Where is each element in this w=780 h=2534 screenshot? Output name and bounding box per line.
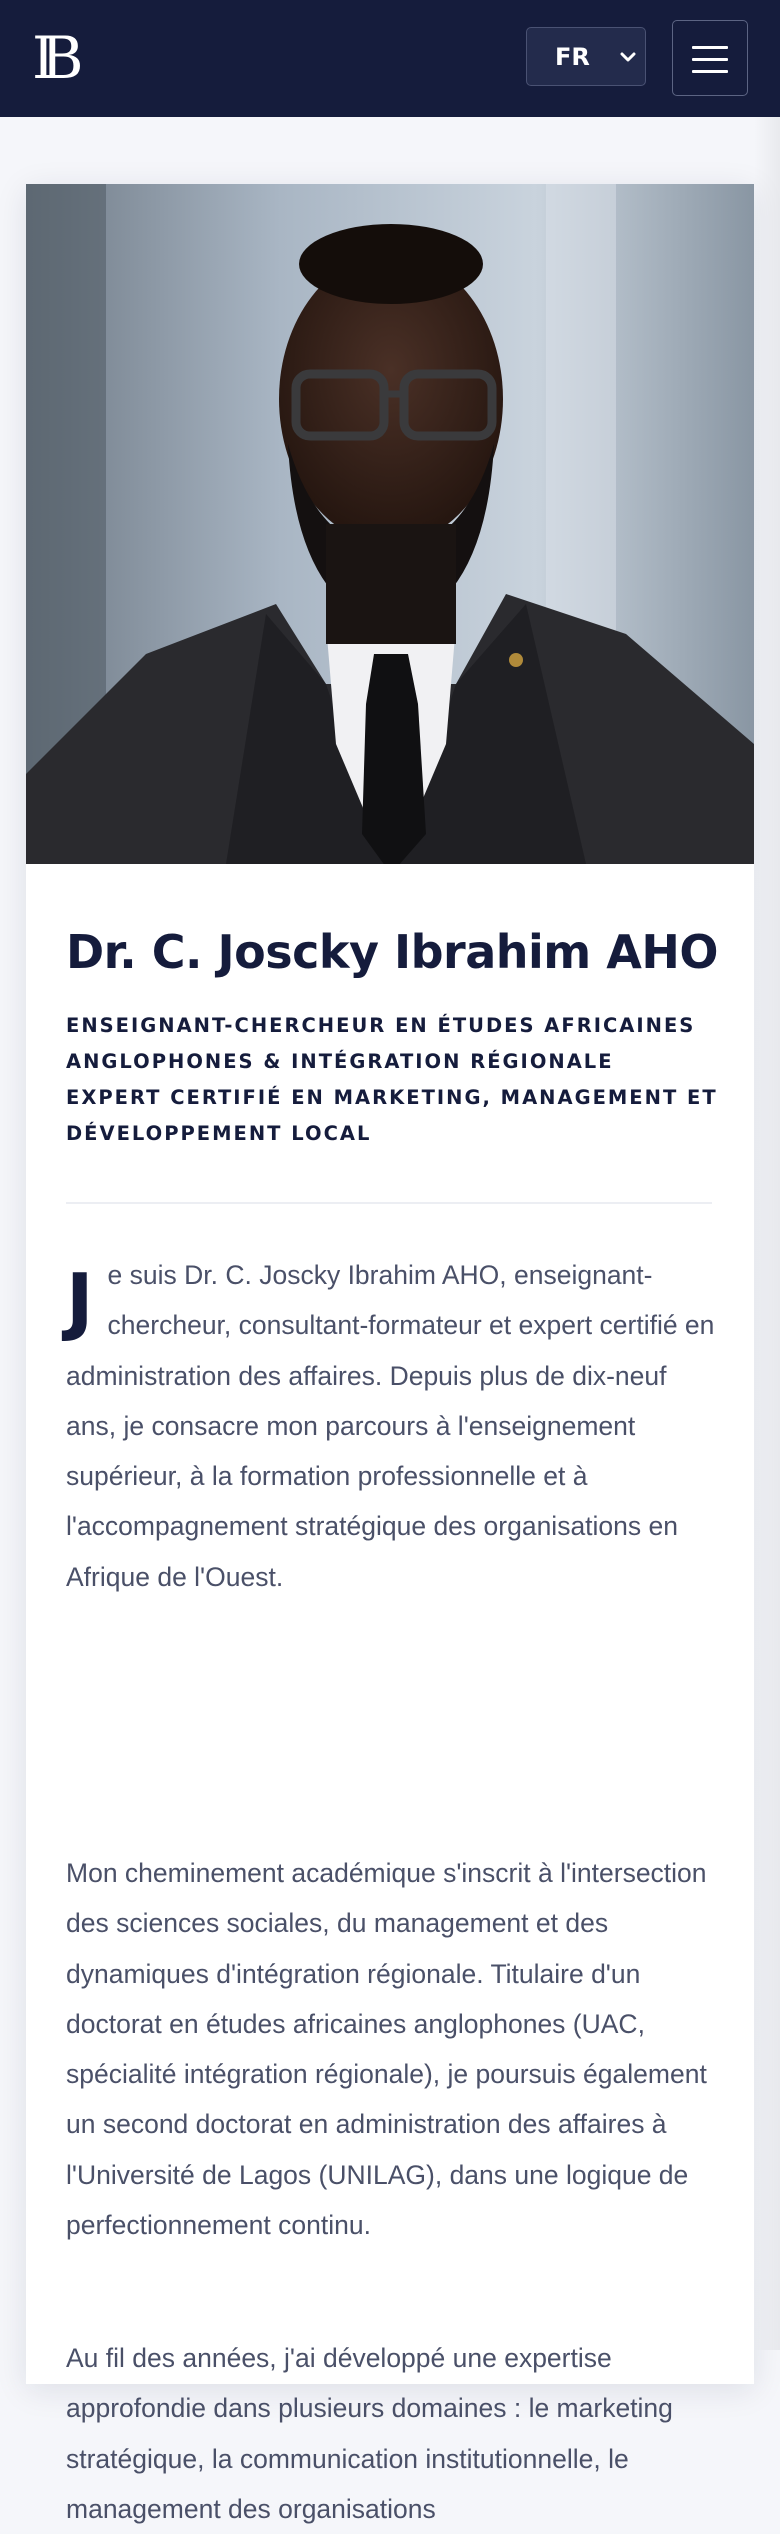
bio-paragraph-2: Mon cheminement académique s'inscrit à l'intersection des sciences sociales, du management et des dynamiques d'intégration régionale. Titulaire d'un doctorat en études africaines anglophones (UAC, spécialité intégration régionale), je poursuis également un second doctorat en administration des affaires à l'Université de Lagos (UNILAG), dans une logique de perfectionnement continu. (66, 1858, 707, 2241)
bio-paragraph-3: Au fil des années, j'ai développé une expertise approfondie dans plusieurs domaines : le marketing stratégique, la communication institutionnelle, le management des organisations (66, 2343, 673, 2524)
title-line: EXPERT CERTIFIÉ EN MARKETING, MANAGEMENT ET (66, 1086, 718, 1109)
language-code: FR (555, 43, 590, 71)
hamburger-icon (692, 46, 728, 49)
portrait-image (26, 184, 754, 864)
title-line: ANGLOPHONES & INTÉGRATION RÉGIONALE (66, 1050, 614, 1073)
top-navbar (0, 0, 780, 117)
bio-text-1: e suis Dr. C. Joscky Ibrahim AHO, enseignant-chercheur, consultant-formateur et expert certifié en administration des affaires. Depuis plus de dix-neuf ans, je consacre mon parcours à l'enseignement supérieur, à la formation professionnelle et à l'accompagnement stratégique des organisations en Afrique de l'Ouest. (66, 1260, 715, 1592)
title-line: ENSEIGNANT-CHERCHEUR EN ÉTUDES AFRICAINES (66, 1014, 696, 1037)
menu-button[interactable] (672, 20, 748, 96)
language-selector[interactable] (526, 27, 646, 86)
title-line: DÉVELOPPEMENT LOCAL (66, 1122, 372, 1145)
profile-name: Dr. C. Joscky Ibrahim AHO (66, 925, 718, 979)
profile-photo (26, 184, 754, 864)
chevron-down-icon (619, 48, 637, 66)
section-divider (66, 1202, 712, 1204)
site-logo[interactable]: IB (32, 24, 70, 92)
dropcap-letter: J (66, 1258, 94, 1344)
profile-card (26, 184, 754, 2524)
bio-paragraph-1 (66, 1250, 716, 1602)
profile-titles (66, 1008, 746, 1152)
